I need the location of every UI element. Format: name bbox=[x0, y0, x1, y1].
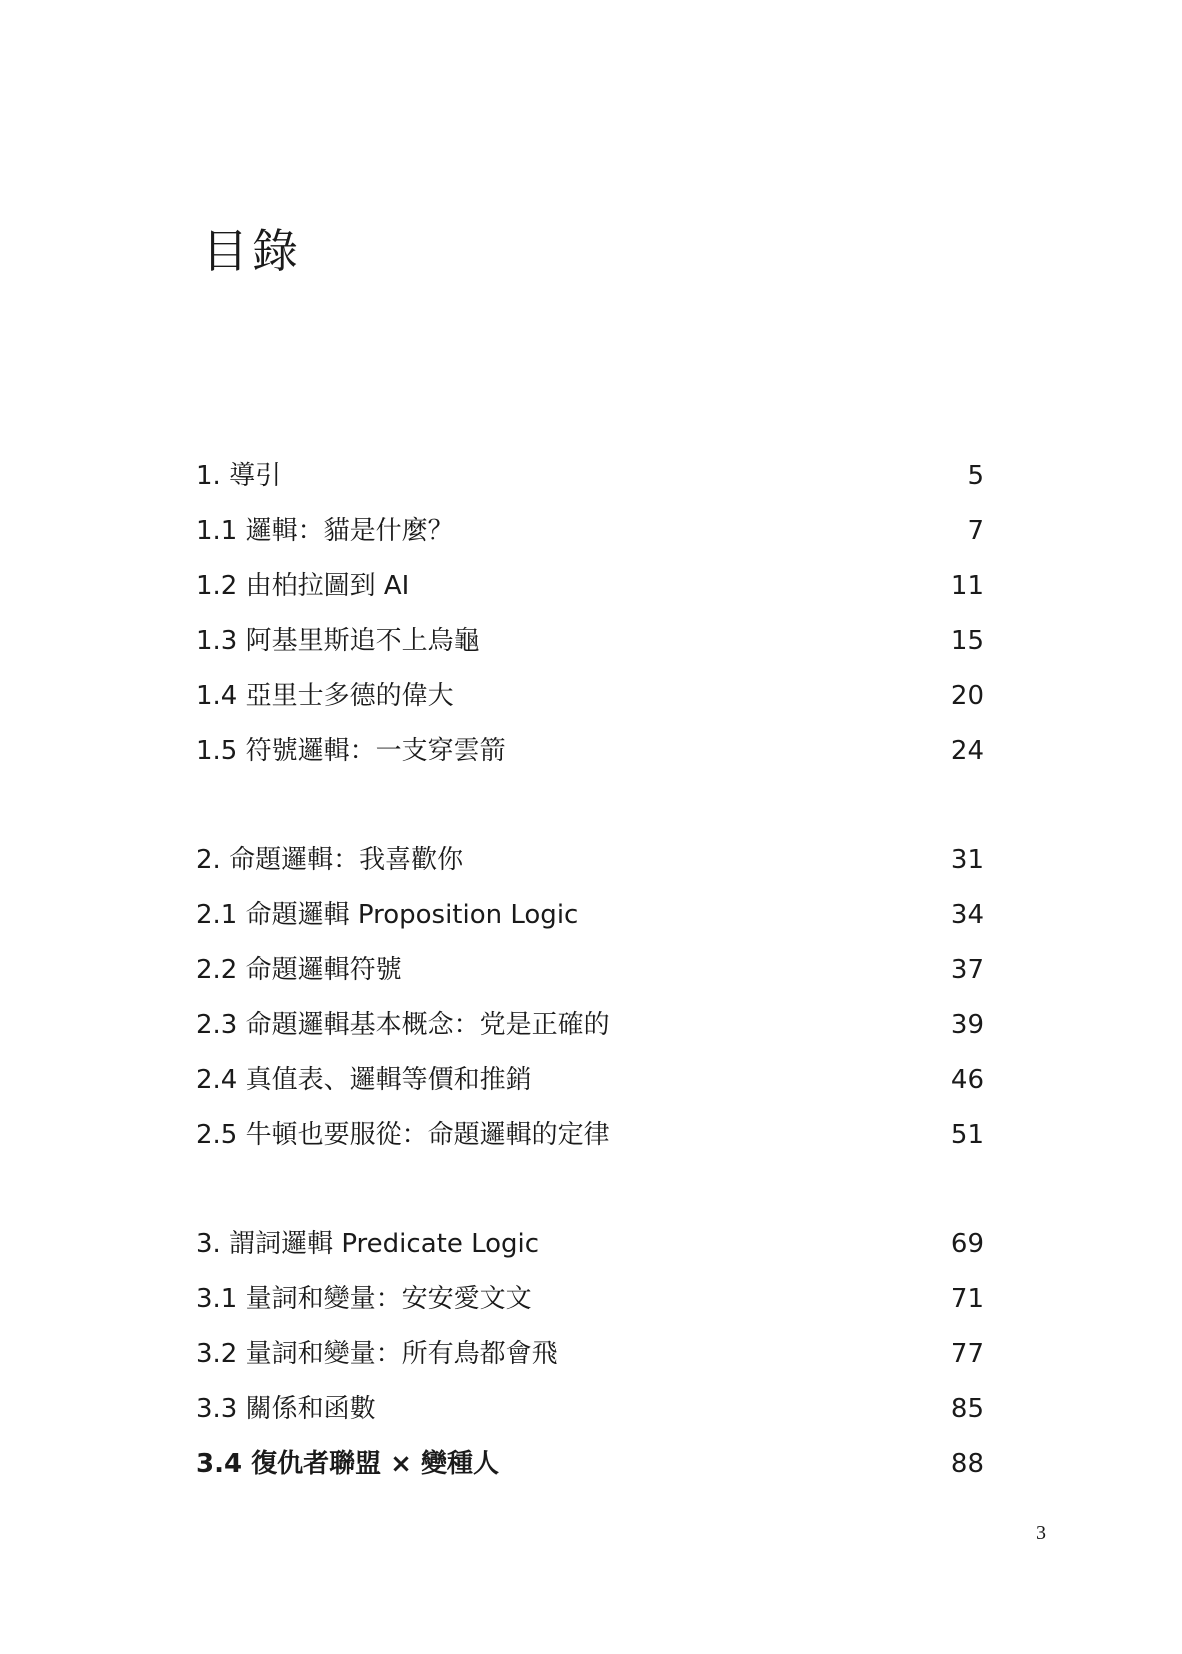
toc-entry-page: 11 bbox=[950, 570, 984, 601]
toc-entry-title: 2. 命題邏輯：我喜歡你 bbox=[196, 844, 464, 875]
toc-entry-page: 85 bbox=[950, 1393, 984, 1424]
toc-entry-title: 2.3 命題邏輯基本概念：党是正確的 bbox=[196, 1009, 610, 1040]
toc-entry-title: 1.2 由柏拉圖到 AI bbox=[196, 570, 410, 601]
toc-entry-title: 2.2 命題邏輯符號 bbox=[196, 954, 402, 985]
toc-entry[interactable] bbox=[196, 1107, 984, 1162]
toc-entry-page: 20 bbox=[950, 680, 984, 711]
toc-entry[interactable] bbox=[196, 887, 984, 942]
toc-entry[interactable] bbox=[196, 997, 984, 1052]
toc-entry[interactable] bbox=[196, 1216, 984, 1271]
toc-entry-title: 1.4 亞里士多德的偉大 bbox=[196, 680, 454, 711]
toc-entry-title: 3. 謂詞邏輯 Predicate Logic bbox=[196, 1228, 540, 1259]
toc-entry-page: 88 bbox=[950, 1448, 984, 1479]
toc-entry-title: 1.3 阿基里斯追不上烏龜 bbox=[196, 625, 480, 656]
toc-entry-page: 77 bbox=[950, 1338, 984, 1369]
toc-entry[interactable] bbox=[196, 1436, 984, 1491]
toc-entry-title: 1.1 邏輯：貓是什麼？ bbox=[196, 515, 454, 546]
toc-entry-page: 51 bbox=[950, 1119, 984, 1150]
toc-entry-page: 69 bbox=[950, 1228, 984, 1259]
toc-entry-title: 2.1 命題邏輯 Proposition Logic bbox=[196, 899, 579, 930]
toc-entry-title: 1.5 符號邏輯：一支穿雲箭 bbox=[196, 735, 506, 766]
toc-entry-title: 3.1 量詞和變量：安安愛文文 bbox=[196, 1283, 532, 1314]
toc-entry-page: 7 bbox=[967, 515, 984, 546]
toc-entry[interactable] bbox=[196, 1052, 984, 1107]
toc-entry-title: 3.4 復仇者聯盟 × 變種人 bbox=[196, 1448, 499, 1479]
toc-entry-page: 5 bbox=[967, 460, 984, 491]
toc-entry[interactable] bbox=[196, 832, 984, 887]
toc-entry-title: 3.3 關係和函數 bbox=[196, 1393, 376, 1424]
toc-entry[interactable] bbox=[196, 942, 984, 997]
toc-entry[interactable] bbox=[196, 1381, 984, 1436]
toc-entry-page: 24 bbox=[950, 735, 984, 766]
toc-entry[interactable] bbox=[196, 1326, 984, 1381]
toc-entry-title: 2.4 真值表、邏輯等價和推銷 bbox=[196, 1064, 532, 1095]
toc-entry-page: 71 bbox=[950, 1283, 984, 1314]
toc-entry-title: 2.5 牛頓也要服從：命題邏輯的定律 bbox=[196, 1119, 610, 1150]
toc-entry[interactable] bbox=[196, 668, 984, 723]
toc-entry-page: 37 bbox=[950, 954, 984, 985]
toc-entry-title: 3.2 量詞和變量：所有鳥都會飛 bbox=[196, 1338, 558, 1369]
toc-entry[interactable] bbox=[196, 558, 984, 613]
toc-entry[interactable] bbox=[196, 448, 984, 503]
toc-entry[interactable] bbox=[196, 613, 984, 668]
toc-entry[interactable] bbox=[196, 723, 984, 778]
toc-entry[interactable] bbox=[196, 503, 984, 558]
toc-entry-title: 1. 導引 bbox=[196, 460, 282, 491]
toc-section bbox=[196, 832, 984, 1162]
table-of-contents bbox=[196, 448, 984, 1491]
toc-entry-page: 34 bbox=[950, 899, 984, 930]
toc-section bbox=[196, 1216, 984, 1491]
toc-entry-page: 46 bbox=[950, 1064, 984, 1095]
toc-entry-page: 39 bbox=[950, 1009, 984, 1040]
page-title: 目錄 bbox=[202, 224, 302, 278]
toc-entry-page: 15 bbox=[950, 625, 984, 656]
toc-section bbox=[196, 448, 984, 778]
page-number: 3 bbox=[1036, 1522, 1046, 1544]
toc-entry[interactable] bbox=[196, 1271, 984, 1326]
toc-entry-page: 31 bbox=[950, 844, 984, 875]
